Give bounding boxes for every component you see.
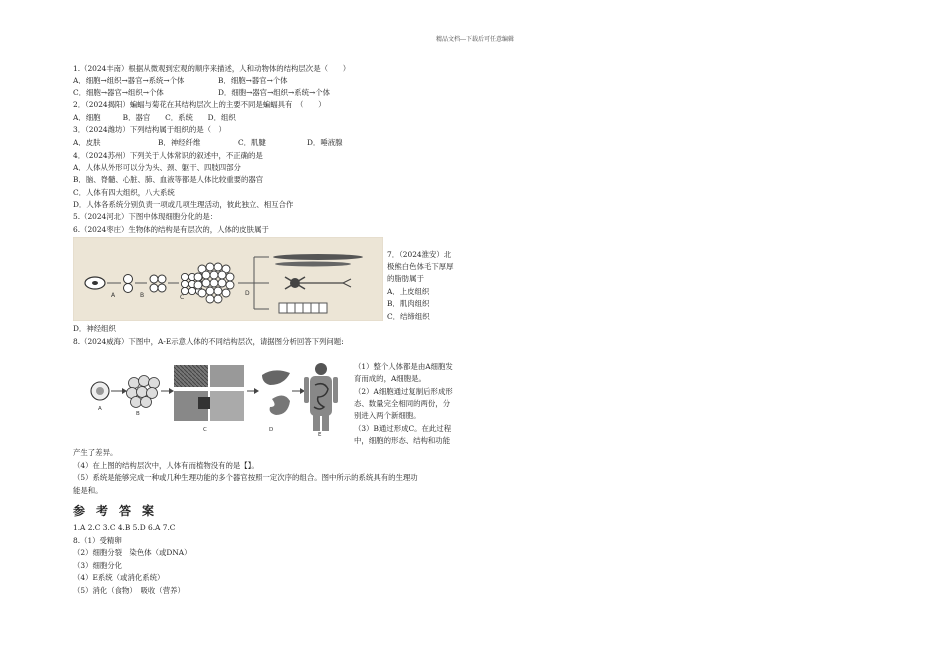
answers-line-4: （3）细胞分化 [73,561,123,570]
q8-side-line-2: 育而成的，A细胞是。 [354,374,426,383]
q7-line-3: 的脂肪属于 [387,274,424,283]
answers-line-2: 8.（1）受精卵 [73,536,122,545]
tissue-photos-icon [174,365,244,421]
q8-label-c: C [203,427,207,433]
q8-stem: 8.（2024威海）下图中，A-E示意人体的不同结构层次，请据图分析回答下列问题: [73,337,344,346]
q3-option-d: D．唾液腺 [307,138,343,147]
q2-options: A．细胞 B．器官 C．系统 D．组织 [73,113,236,122]
q2-stem: 2．（2024揭阳）蝙蝠与菊花在其结构层次上的主要不同是蝙蝠具有 （ ） [73,100,326,109]
q4-option-c: C．人体有四大组织，八大系统 [73,188,175,197]
q7-line-1: 7．（2024淮安）北 [387,250,452,259]
q6-stem: 6.（2024枣庄）生物体的结构是有层次的，人体的皮肤属于 [73,225,269,234]
q6-option-d: D．神经组织 [73,324,116,333]
q7-option-a: A．上皮组织 [387,287,430,296]
q1-option-b: B．细胞→器官→个体 [218,76,288,85]
q8-label-a: A [98,406,102,412]
q8-side-line-4: 态、数量完全相同的两份，分 [354,399,451,408]
answers-title: 参考答案 [73,504,166,518]
q7-option-c: C．结缔组织 [387,312,430,321]
q7-line-2: 极熊白色体毛下厚厚 [387,262,454,271]
q8-side-line-5: 别进入两个新细胞。 [354,411,421,420]
q6-label-c: C [180,294,185,301]
q8-label-b: B [136,411,140,417]
q8-side-line-1: （1）整个人体都是由A细胞发 [354,362,453,371]
human-digestive-system-icon [304,363,338,431]
answers-line-5: （4）E系统（或消化系统） [73,573,165,582]
epithelial-tissue-icon [279,303,327,313]
q8-part-5-line-2: 能是和。 [73,486,103,495]
q4-option-d: D．人体各系统分别负责一项或几项生理活动，彼此独立、相互合作 [73,200,294,209]
q6-label-d: D [245,290,250,297]
q5-stem: 5.（2024河北）下图中体现细胞分化的是： [73,212,218,221]
q1-option-a: A．细胞→组织→器官→系统→个体 [73,76,185,85]
q8-side-line-3: （2）A细胞通过复制后形成形 [354,387,453,396]
fertilized-egg-icon [91,382,109,400]
cell-mass-icon [127,376,160,408]
cell-single-icon [85,277,105,289]
q8-label-e: E [318,432,322,437]
q8-side-line-6: （3）B通过形成C。在此过程 [354,424,452,433]
answers-line-1: 1.A 2.C 3.C 4.B 5.D 6.A 7.C [73,523,176,532]
q3-option-c: C．肌腱 [238,138,266,147]
q3-option-a: A．皮肤 [73,138,101,147]
q8-structure-levels-figure [84,361,350,437]
q6-cell-differentiation-figure [73,237,383,321]
q8-part-4: （4）在上图的结构层次中，人体有而植物没有的是【】。 [73,461,259,470]
q8-part-5-line-1: （5）系统是能够完成一种或几种生理功能的多个器官按照一定次序的组合。图中所示的系统具有的生理功 [73,473,418,482]
q6-label-a: A [111,292,116,299]
q1-stem: 1.（2024丰南）根据从微观到宏观的顺序来描述，人和动物体的结构层次是（ ） [73,64,351,73]
q8-side-line-7: 中，细胞的形态、结构和功能 [354,436,451,445]
q7-option-b: B．肌肉组织 [387,299,430,308]
q3-stem: 3．（2024潍坊）下列结构属于组织的是（ ） [73,125,226,134]
q4-stem: 4．（2024苏州）下列关于人体常识的叙述中，不正确的是 [73,151,263,160]
q8-continuation: 产生了差异。 [73,448,118,457]
answers-line-3: （2）细胞分裂 染色体（或DNA） [73,548,192,557]
q6-label-b: B [140,292,145,299]
q1-option-c: C．细胞→器官→组织→个体 [73,88,164,97]
q3-option-b: B．神经纤维 [158,138,201,147]
answers-line-6: （5）消化（食物） 吸收（营养） [73,586,185,595]
q1-option-d: D．细胞→器官→组织→系统→个体 [218,88,330,97]
q4-option-b: B．脑、脊髓、心脏、肺、血液等都是人体比较重要的器官 [73,175,264,184]
liver-stomach-icon [262,370,290,415]
q4-option-a: A．人体从外形可以分为头、颈、躯干、四肢四部分 [73,163,241,172]
page-header: 精品文档---下载后可任意编辑 [435,36,515,43]
q8-label-d: D [269,427,274,433]
